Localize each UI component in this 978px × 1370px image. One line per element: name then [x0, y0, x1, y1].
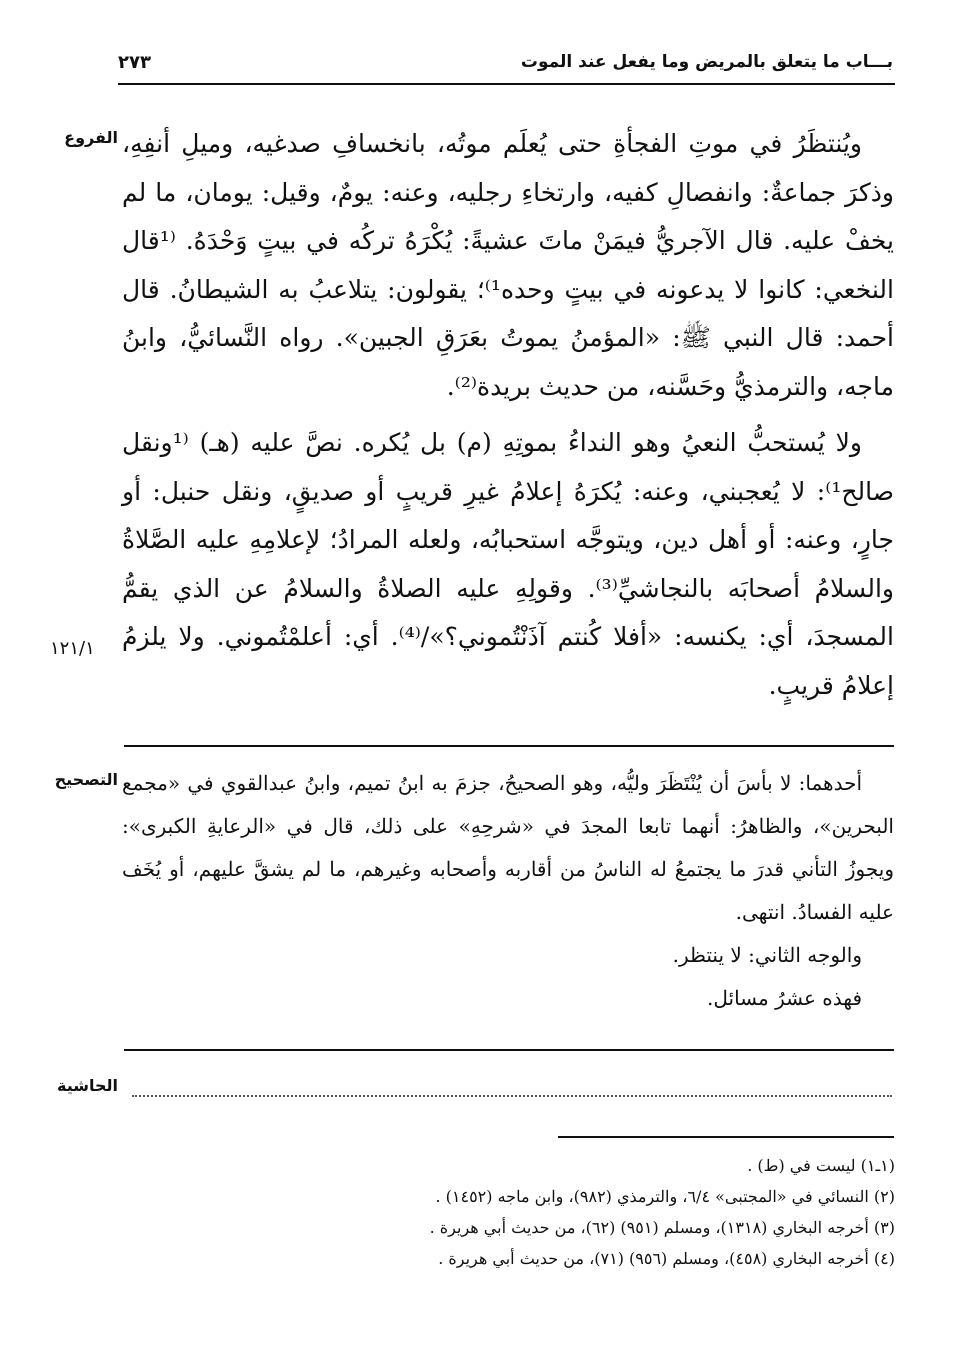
- chapter-title: بـــاب ما يتعلق بالمريض وما يفعل عند الموت: [520, 52, 893, 72]
- correction-paragraph-3: فهذه عشرُ مسائل.: [707, 986, 862, 1010]
- hashiya-label: الحاشية: [57, 1076, 118, 1095]
- footnote: (٣) أخرجه البخاري (١٣١٨)، ومسلم (٩٥١) (٦٢)، من حديث أبي هريرة .: [429, 1218, 895, 1237]
- correction-text: [122, 762, 894, 1020]
- hashiya-dotted-line: [132, 1095, 892, 1097]
- volume-page-reference: ١٢١/١: [50, 638, 95, 659]
- page-header: [118, 52, 893, 78]
- main-paragraph-2: ولا يُستحبُّ النعيُ وهو النداءُ بموتِهِ (م) بل يُكره. نصَّ عليه (هـ) ⁽¹ونقل صالح¹⁾: لا يُعجبني، وعنه: يُكرَهُ إعلامُ غيرِ قريبٍ أو صديقٍ، ونقل حنبل: أو جارٍ، وعنه: أو أهل دين، ويتوجَّه استحبابُه، ولعله المرادُ؛ لإعلامِهِ عليه الصَّلاةُ والسلامُ أصحابَه بالنجاشيِّ⁽³⁾. وقولِهِ عليه الصلاةُ والسلامُ عن الذي يقمُّ المسجدَ، أي: يكنسه: «أفلا كُنتم آذَنْتُموني؟»/⁽⁴⁾. أي: أعلمْتُموني. ولا يلزمُ إعلامُ قريبٍ.: [122, 428, 894, 700]
- footnote: (١ـ١) ليست في (ط) .: [747, 1156, 895, 1175]
- main-paragraph-1: ويُنتظَرُ في موتِ الفجأةِ حتى يُعلَم موتُه، بانخسافِ صدغيه، وميلِ أنفِهِ، وذكرَ جماعةٌ: وانفصالِ كفيه، وارتخاءِ رجليه، وعنه: يومٌ، وقيل: يومان، ما لم يخفْ عليه. قال الآجريُّ فيمَنْ ماتَ عشيةً: يُكْرَهُ تركُه في بيتٍ وَحْدَهُ. ⁽¹قال النخعي: كانوا لا يدعونه في بيتٍ وحده¹⁾؛ يقولون: يتلاعبُ به الشيطانُ. قال أحمد: قال النبي ﷺ: «المؤمنُ يموتُ بعَرَقِ الجبين». رواه النَّسائيُّ، وابنُ ماجه، والترمذيُّ وحَسَّنه، من حديث بريدة⁽²⁾.: [122, 129, 894, 401]
- footnote-rule: [558, 1136, 894, 1138]
- footnote: (٢) النسائي في «المجتبى» ٦/٤، والترمذي (٩٨٢)، وابن ماجه (١٤٥٢) .: [435, 1187, 895, 1206]
- page-number: ٢٧٣: [118, 52, 151, 73]
- section-divider: [124, 745, 894, 747]
- tashih-label: التصحيح: [54, 770, 118, 789]
- correction-paragraph-1: أحدهما: لا بأسَ أن يُنْتَظَرَ وليُّه، وهو الصحيحُ، جزمَ به ابنُ تميم، وابنُ عبدالقوي في «مجمع البحرين»، والظاهرُ: أنهما تابعا المجدَ في «شرحِهِ» على ذلك، قال في «الرعايةِ الكبرى»: ويجوزُ التأني قدرَ ما يجتمعُ له الناسُ من أقاربه وأصحابه وغيرهم، ما لم يشقَّ عليهم، أو يُخَف عليه الفسادُ. انتهى.: [122, 771, 894, 924]
- correction-paragraph-2: والوجه الثاني: لا ينتظر.: [672, 943, 862, 967]
- furu-label: الفروع: [64, 128, 118, 147]
- header-rule: [118, 83, 895, 85]
- footnote: (٤) أخرجه البخاري (٤٥٨)، ومسلم (٩٥٦) (٧١)، من حديث أبي هريرة .: [438, 1249, 895, 1268]
- section-divider: [124, 1049, 894, 1051]
- main-text: [122, 120, 894, 710]
- footnotes: [150, 1150, 895, 1274]
